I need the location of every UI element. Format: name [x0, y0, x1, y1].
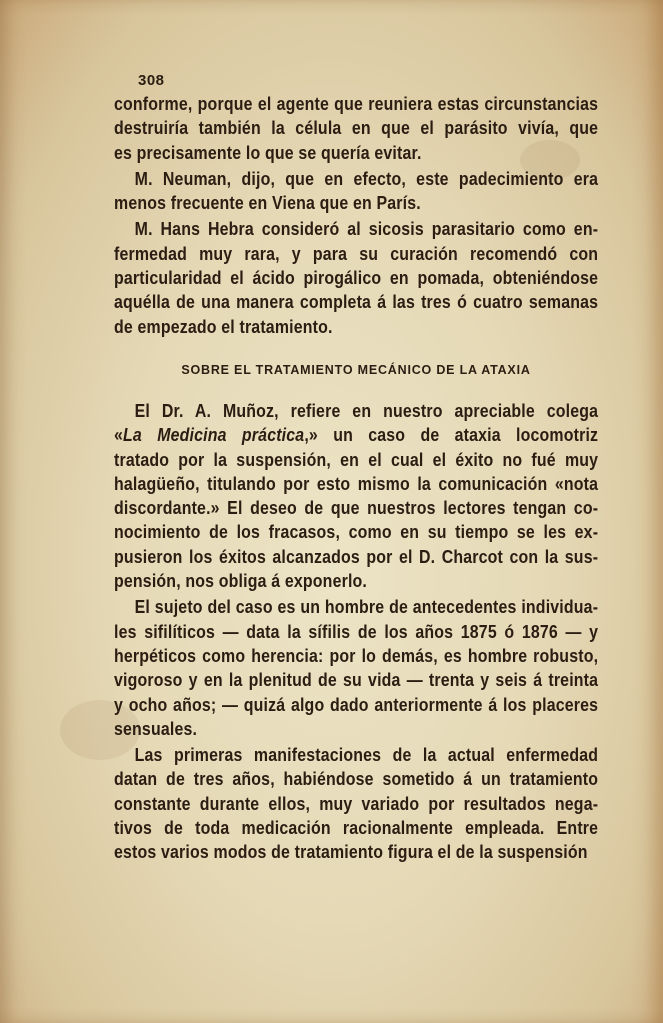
text-line: vigoroso y en la plenitud de su vida — trenta y seis á treinta: [114, 669, 599, 691]
text-line: constante durante ellos, muy variado por resultados nega-: [114, 792, 599, 814]
text-line: de empezado el tratamiento.: [114, 315, 333, 337]
text-line: pensión, nos obliga á exponerlo.: [114, 570, 368, 592]
paragraph: [114, 743, 598, 864]
text-line: «La Medicina práctica,» un caso de ataxia locomotriz: [114, 424, 599, 446]
paragraph: [114, 595, 598, 741]
text-line: discordante.» El deseo de que nuestros lectores tengan co-: [114, 497, 599, 519]
text-line: tivos de toda medicación racionalmente empleada. Entre: [114, 817, 599, 839]
text-line: pusieron los éxitos alcanzados por el D. Charcot con la sus-: [114, 545, 599, 567]
text-line: nocimiento de los fracasos, como en su tiempo se les ex-: [114, 521, 599, 543]
text-line: destruiría también la célula en que el parásito vivía, que: [114, 117, 599, 139]
text-line: conforme, porque el agente que reuniera estas circunstancias: [114, 93, 599, 114]
text-line: halagüeño, titulando por esto mismo la comunicación «nota: [114, 472, 599, 494]
text-line: particularidad el ácido pirogálico en pomada, obteniéndose: [114, 267, 599, 289]
text-line: les sifilíticos — data la sífilis de los años 1875 ó 1876 — y: [114, 620, 599, 642]
paragraphs-after-heading: [114, 399, 598, 865]
text-line: tratado por la suspensión, en el cual el éxito no fué muy: [114, 448, 599, 470]
paragraph: [114, 217, 598, 338]
text-line: fermedad muy rara, y para su curación recomendó con: [114, 242, 599, 264]
text-line: estos varios modos de tratamiento figura el de la suspensión: [114, 841, 588, 863]
paragraph: [114, 167, 598, 216]
text-line: sensuales.: [114, 717, 198, 739]
text-block: [114, 70, 598, 865]
paragraphs-before-heading: [114, 92, 598, 339]
page-number: 308: [138, 72, 165, 89]
text-line: y ocho años; — quizá algo dado anteriormente á los placeres: [114, 693, 599, 715]
text-line: Las primeras manifestaciones de la actual enfermedad: [134, 744, 599, 766]
text-line: aquélla de una manera completa á las tres ó cuatro semanas: [114, 291, 599, 313]
text-line: datan de tres años, habiéndose sometido á un tratamiento: [114, 768, 599, 790]
section-heading: SOBRE EL TRATAMIENTO MECÁNICO DE LA ATAXIA: [181, 362, 531, 377]
text-line: M. Neuman, dijo, que en efecto, este padecimiento era: [134, 167, 599, 189]
paragraph: [114, 92, 598, 165]
text-line: El Dr. A. Muñoz, refiere en nuestro apreciable colega: [134, 399, 599, 421]
text-line: El sujeto del caso es un hombre de antecedentes individua-: [134, 596, 599, 618]
text-line: M. Hans Hebra consideró al sicosis parasitario como en-: [134, 218, 599, 240]
text-line: es precisamente lo que se quería evitar.: [114, 141, 422, 163]
paragraph: [114, 399, 598, 593]
text-line: menos frecuente en Viena que en París.: [114, 192, 421, 214]
journal-title: La Medicina práctica: [123, 424, 305, 446]
text-line: herpéticos como herencia: por lo demás, es hombre robusto,: [114, 644, 599, 666]
